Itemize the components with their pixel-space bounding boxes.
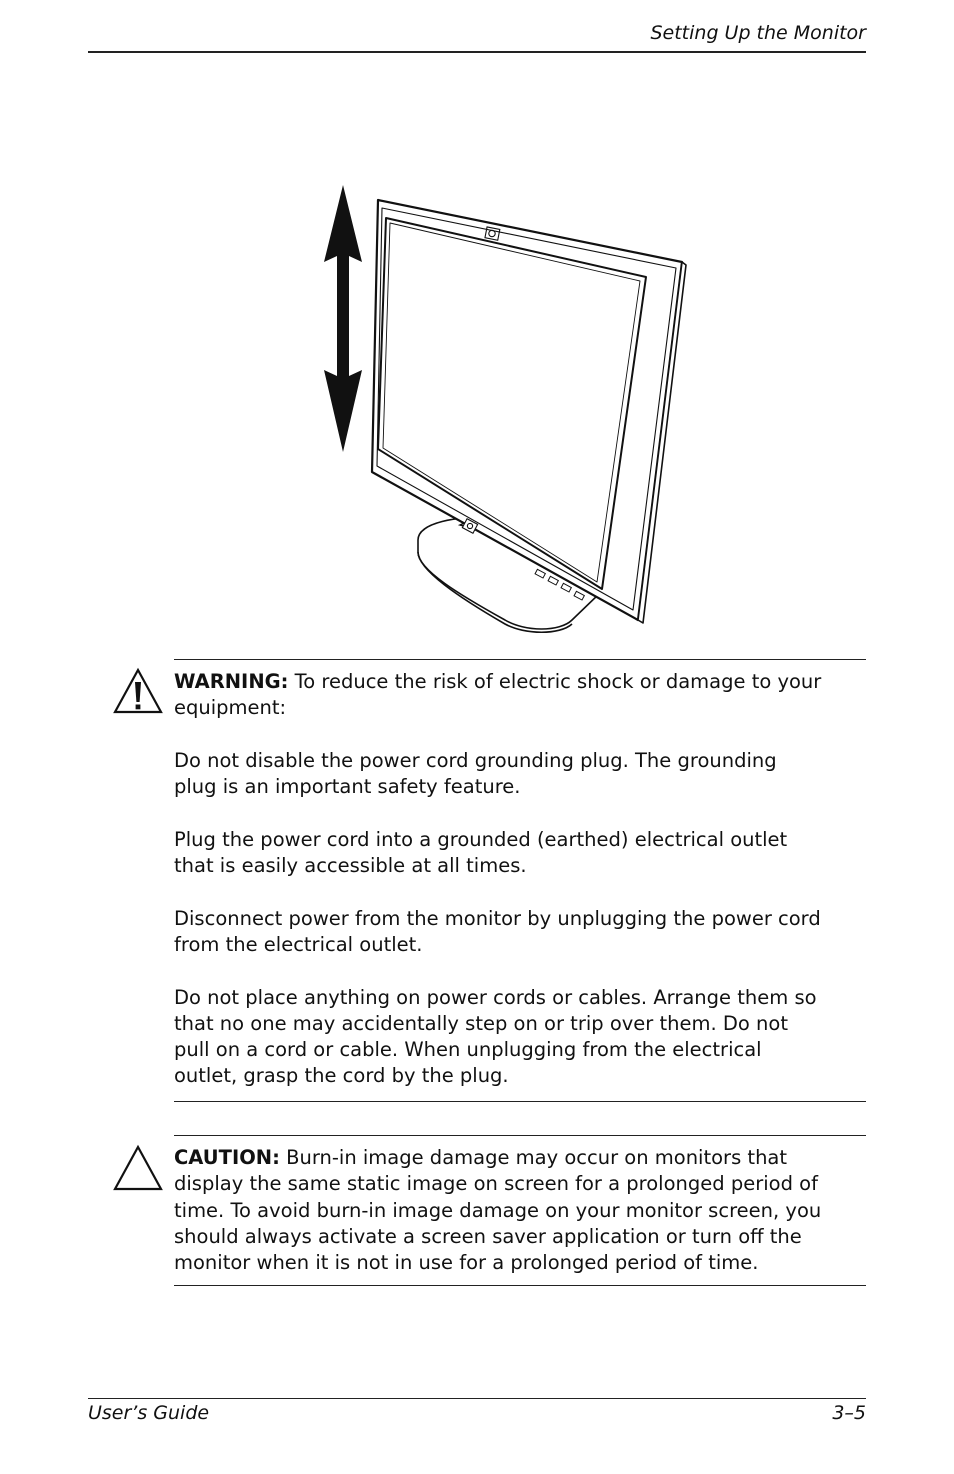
warning-bottom-rule xyxy=(174,1101,866,1102)
running-header: Setting Up the Monitor xyxy=(650,22,866,44)
monitor-bezel xyxy=(372,200,686,623)
caution-text: Burn-in image damage may occur on monitors that display the same static image on screen for a prolonged period of time. To avoid burn-in image damage on your monitor screen, you should always activate a screen saver application or turn off the monitor when it is not in use for a prolonged period of time. xyxy=(174,1146,822,1275)
caution-triangle-icon xyxy=(112,1144,164,1192)
warning-label: WARNING: xyxy=(174,670,289,693)
warning-triangle-exclamation-icon xyxy=(112,667,164,715)
page-number: 3–5 xyxy=(832,1402,866,1424)
warning-item-1: Do not disable the power cord grounding plug. The grounding plug is an important safety feature. xyxy=(174,748,777,799)
warning-item-4: Do not place anything on power cords or cables. Arrange them so that no one may accidentally step on or trip over them. Do not pull on a cord or cable. When unplugging from the electrical outlet, grasp the cord by the plug. xyxy=(174,985,817,1088)
warning-intro xyxy=(174,669,824,722)
up-down-arrow-icon xyxy=(324,185,362,452)
header-rule xyxy=(88,51,866,53)
footer-rule xyxy=(88,1398,866,1399)
monitor-height-adjustment-illustration xyxy=(310,180,700,640)
warning-top-rule xyxy=(174,659,866,660)
caution-paragraph xyxy=(174,1145,824,1276)
caution-top-rule xyxy=(174,1135,866,1136)
warning-notice xyxy=(174,659,866,1103)
caution-bottom-rule xyxy=(174,1285,866,1286)
caution-label: CAUTION: xyxy=(174,1146,280,1169)
warning-item-3: Disconnect power from the monitor by unplugging the power cord from the electrical outlet. xyxy=(174,906,821,956)
warning-item-2: Plug the power cord into a grounded (earthed) electrical outlet that is easily accessible at all times. xyxy=(174,827,788,878)
warning-intro-text: To reduce the risk of electric shock or damage to your equipment: xyxy=(174,670,822,720)
caution-notice xyxy=(174,1135,866,1289)
footer-guide-name: User’s Guide xyxy=(88,1402,210,1424)
